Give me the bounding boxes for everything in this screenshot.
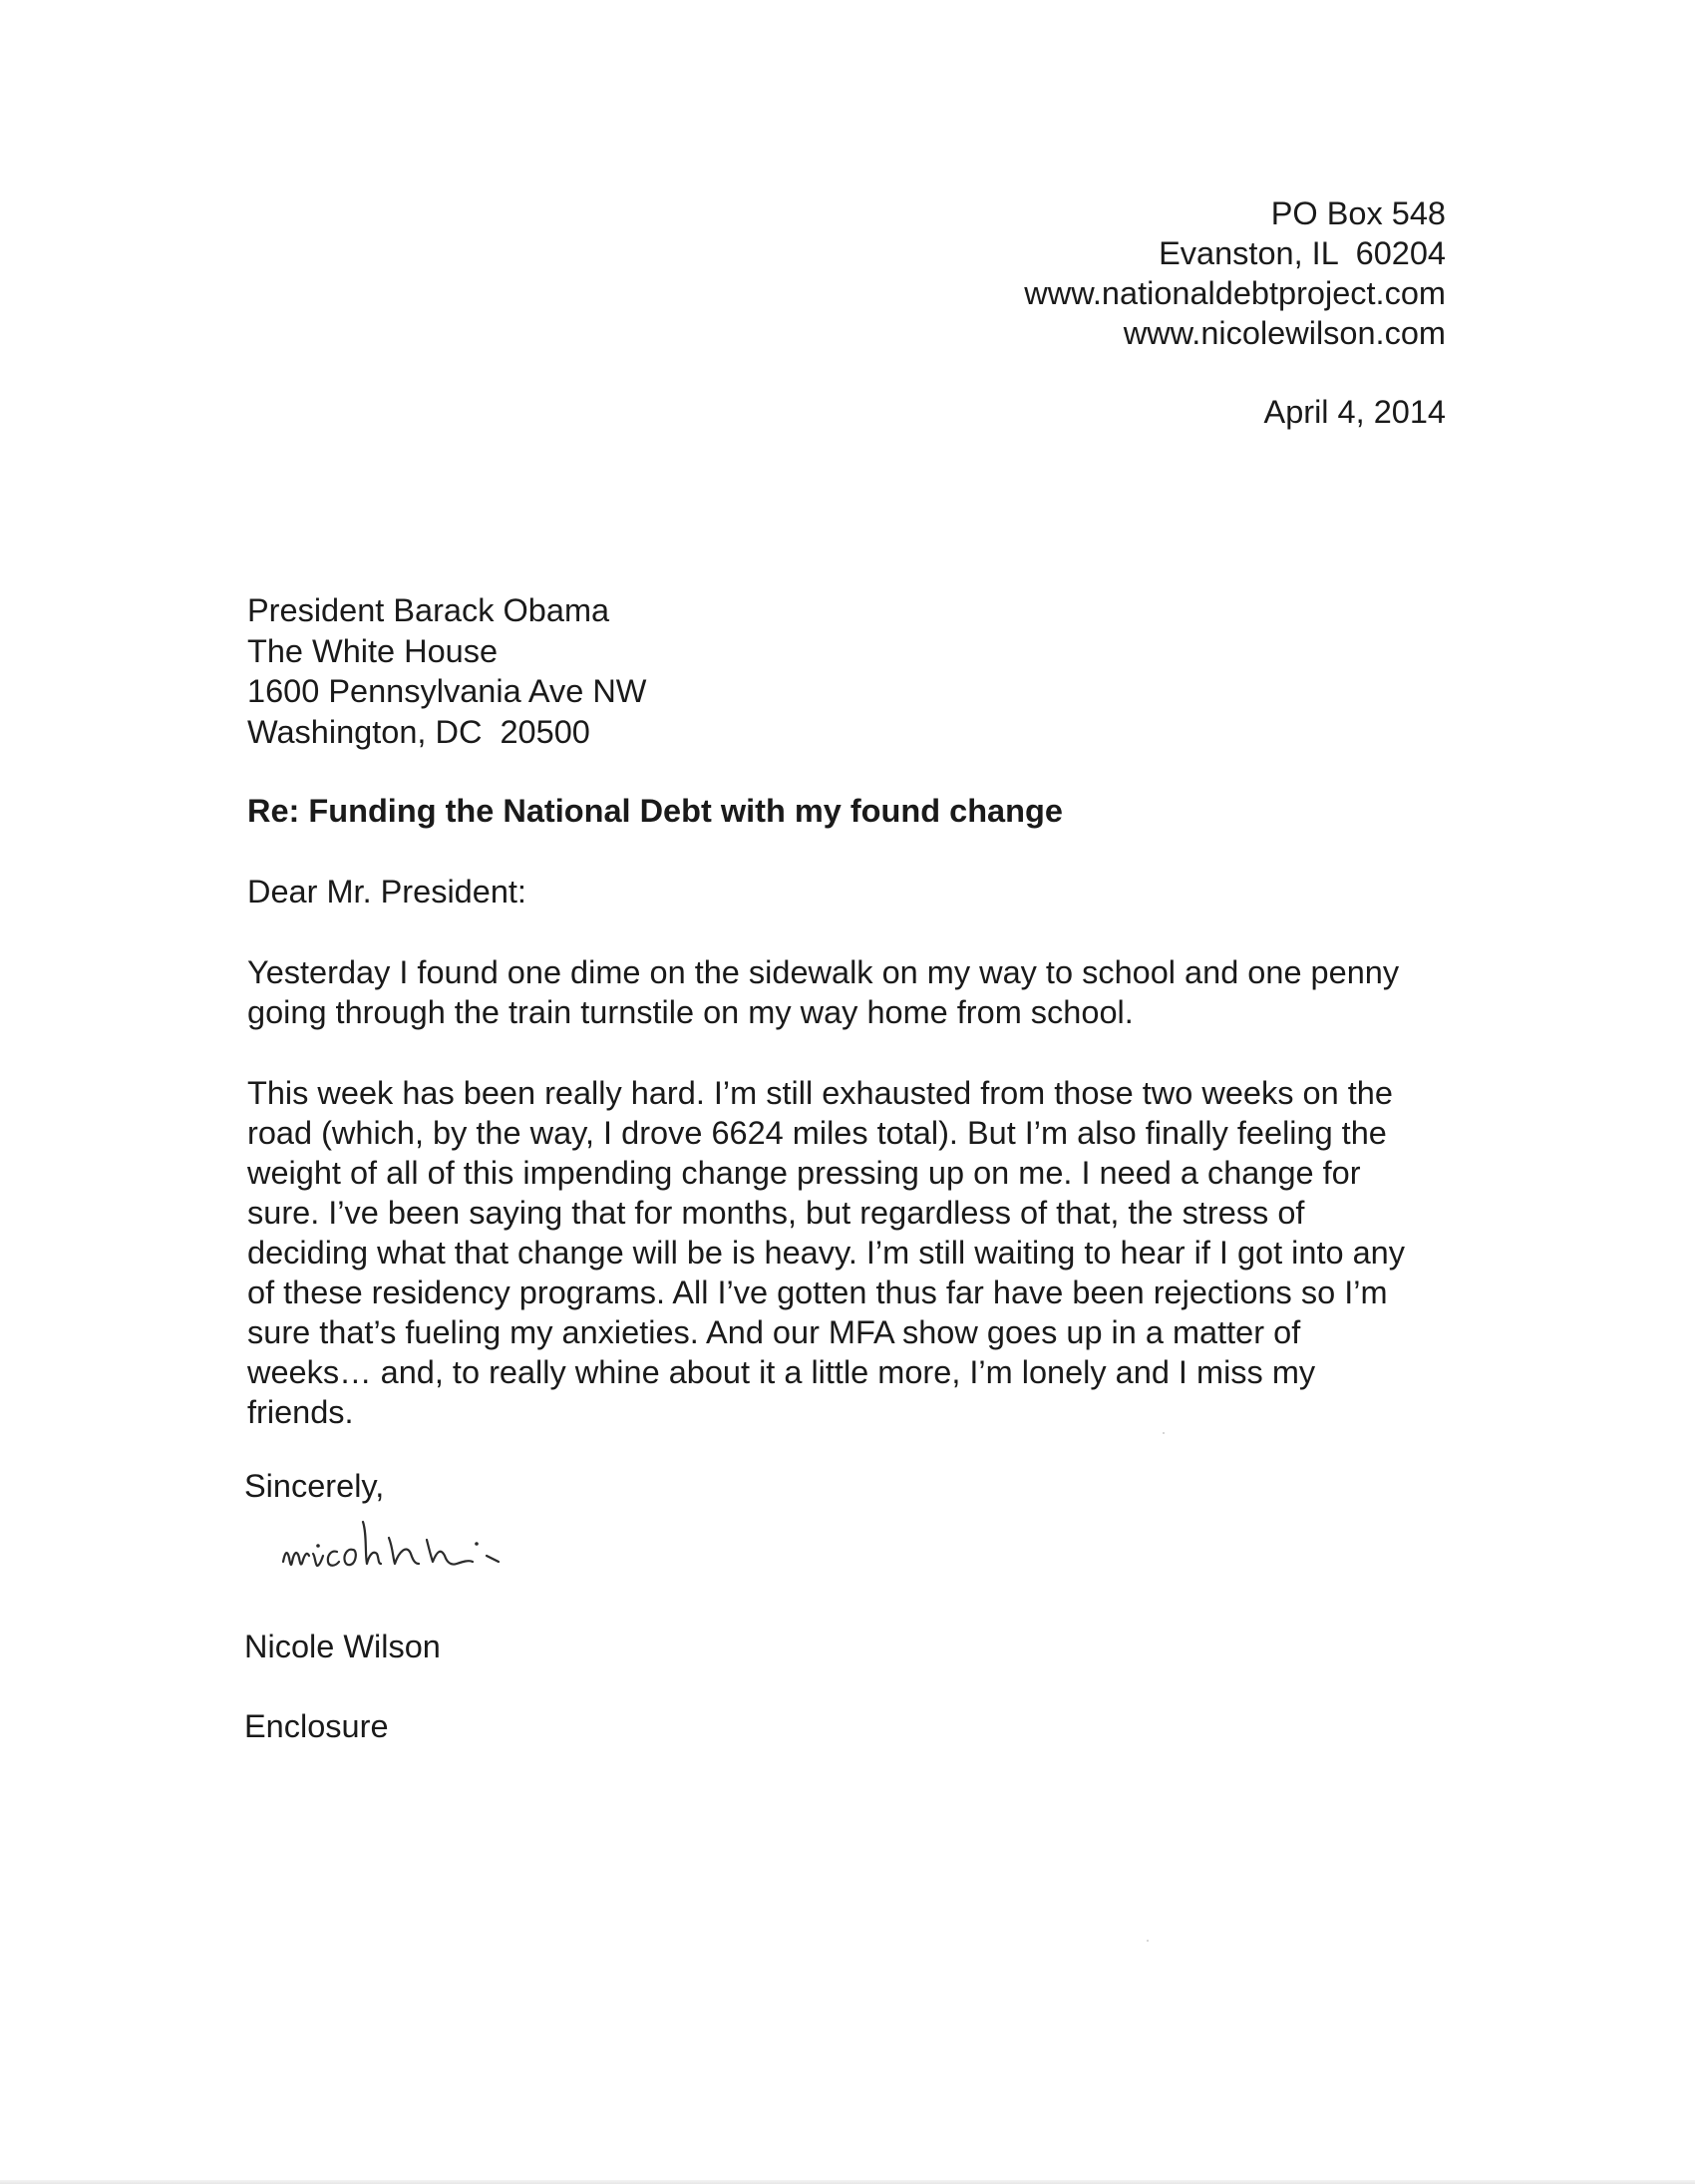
sender-website-2: www.nicolewilson.com <box>1123 315 1446 351</box>
closing: Sincerely, <box>244 1468 385 1504</box>
letter-date: April 4, 2014 <box>1263 394 1446 430</box>
body-paragraph-1 <box>247 952 1454 1032</box>
sender-address-block <box>1024 193 1446 353</box>
body-line: sure. I’ve been saying that for months, but regardless of that, the stress of <box>247 1195 1305 1231</box>
handwritten-signature <box>277 1504 546 1594</box>
body-line: road (which, by the way, I drove 6624 miles total). But I’m also finally feeling the <box>247 1115 1387 1151</box>
scan-speck <box>1147 1940 1149 1942</box>
body-line: Yesterday I found one dime on the sidewalk on my way to school and one penny <box>247 954 1400 990</box>
body-line: weeks… and, to really whine about it a little more, I’m lonely and I miss my <box>247 1354 1316 1390</box>
salutation: Dear Mr. President: <box>247 874 526 910</box>
body-line: friends. <box>247 1394 354 1430</box>
recipient-street: 1600 Pennsylvania Ave NW <box>247 673 647 709</box>
body-line: This week has been really hard. I’m still exhausted from those two weeks on the <box>247 1075 1393 1111</box>
signer-name: Nicole Wilson <box>244 1629 441 1664</box>
scan-speck <box>1163 1432 1165 1434</box>
body-line: of these residency programs. All I’ve gotten thus far have been rejections so I’m <box>247 1274 1388 1310</box>
enclosure-notation: Enclosure <box>244 1708 389 1744</box>
recipient-organization: The White House <box>247 632 499 669</box>
body-line: weight of all of this impending change pressing up on me. I need a change for <box>247 1155 1361 1191</box>
recipient-name: President Barack Obama <box>247 592 610 628</box>
body-line: going through the train turnstile on my way home from school. <box>247 994 1134 1030</box>
sender-website-1: www.nationaldebtproject.com <box>1024 275 1446 311</box>
sender-po-box: PO Box 548 <box>1270 195 1446 231</box>
body-line: sure that’s fueling my anxieties. And our MFA show goes up in a matter of <box>247 1314 1301 1350</box>
subject-line: Re: Funding the National Debt with my found change <box>247 793 1063 829</box>
recipient-city-state-zip: Washington, DC 20500 <box>247 713 590 750</box>
scan-bottom-edge <box>0 2180 1695 2184</box>
body-line: deciding what that change will be is heavy. I’m still waiting to hear if I got into any <box>247 1235 1405 1271</box>
recipient-address-block <box>247 590 646 752</box>
body-paragraph-2 <box>247 1073 1454 1432</box>
sender-city-state-zip: Evanston, IL 60204 <box>1159 235 1446 271</box>
